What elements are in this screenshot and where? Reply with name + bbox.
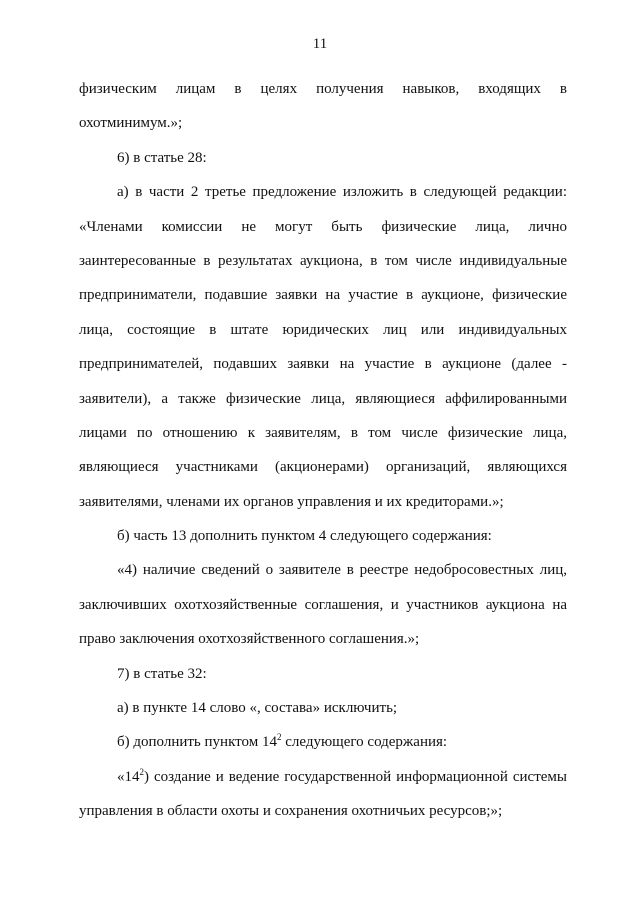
text-line [79, 725, 567, 759]
text-line: 7) в статье 32: [117, 665, 207, 682]
text-line: «4) наличие сведений о заявителе в реестре недобросовестных лиц, [117, 562, 567, 579]
text-segment: следующего содержания: [281, 734, 448, 751]
text-line: предпринимателей, подавших заявки на участие в аукционе (далее - [79, 356, 567, 373]
paragraph-lines [79, 72, 567, 725]
text-line: лицами по отношению к заявителям, в том числе физические лица, [79, 424, 567, 441]
document-body [79, 72, 567, 829]
text-line: управления в области охоты и сохранения охотничьих ресурсов;»; [79, 803, 503, 820]
text-line: предприниматели, подавшие заявки на участие в аукционе, физические [79, 287, 567, 304]
text-segment: б) дополнить пунктом 14 [117, 734, 277, 751]
text-line: а) в части 2 третье предложение изложить в следующей редакции: [117, 184, 567, 201]
text-line: 6) в статье 28: [117, 149, 207, 166]
text-line: заключивших охотхозяйственные соглашения, и участников аукциона на [79, 596, 567, 613]
text-segment: ) создание и ведение государственной информационной системы [144, 768, 567, 785]
text-segment: «14 [117, 768, 140, 785]
text-line: б) часть 13 дополнить пунктом 4 следующего содержания: [117, 528, 492, 545]
text-line: заинтересованные в результатах аукциона, в том числе индивидуальные [79, 252, 567, 269]
text-line: заявителями, членами их органов управления и их кредиторами.»; [79, 493, 504, 510]
page-number: 11 [312, 36, 328, 52]
text-line: охотминимум.»; [79, 115, 183, 132]
superscript: 2 [139, 766, 144, 777]
text-line: физическим лицам в целях получения навыков, входящих в [79, 81, 567, 97]
text-line: являющиеся участниками (акционерами) организаций, являющихся [79, 459, 567, 476]
text-line: «Членами комиссии не могут быть физические лица, лично [79, 218, 567, 235]
text-line: заявители), а также физические лица, являющиеся аффилированными [79, 390, 567, 407]
text-line: лица, состоящие в штате юридических лиц или индивидуальных [79, 321, 567, 338]
text-line: а) в пункте 14 слово «, состава» исключить; [117, 700, 398, 717]
superscript: 2 [276, 732, 282, 743]
text-line [79, 760, 567, 794]
text-line: право заключения охотхозяйственного соглашения.»; [79, 631, 420, 648]
